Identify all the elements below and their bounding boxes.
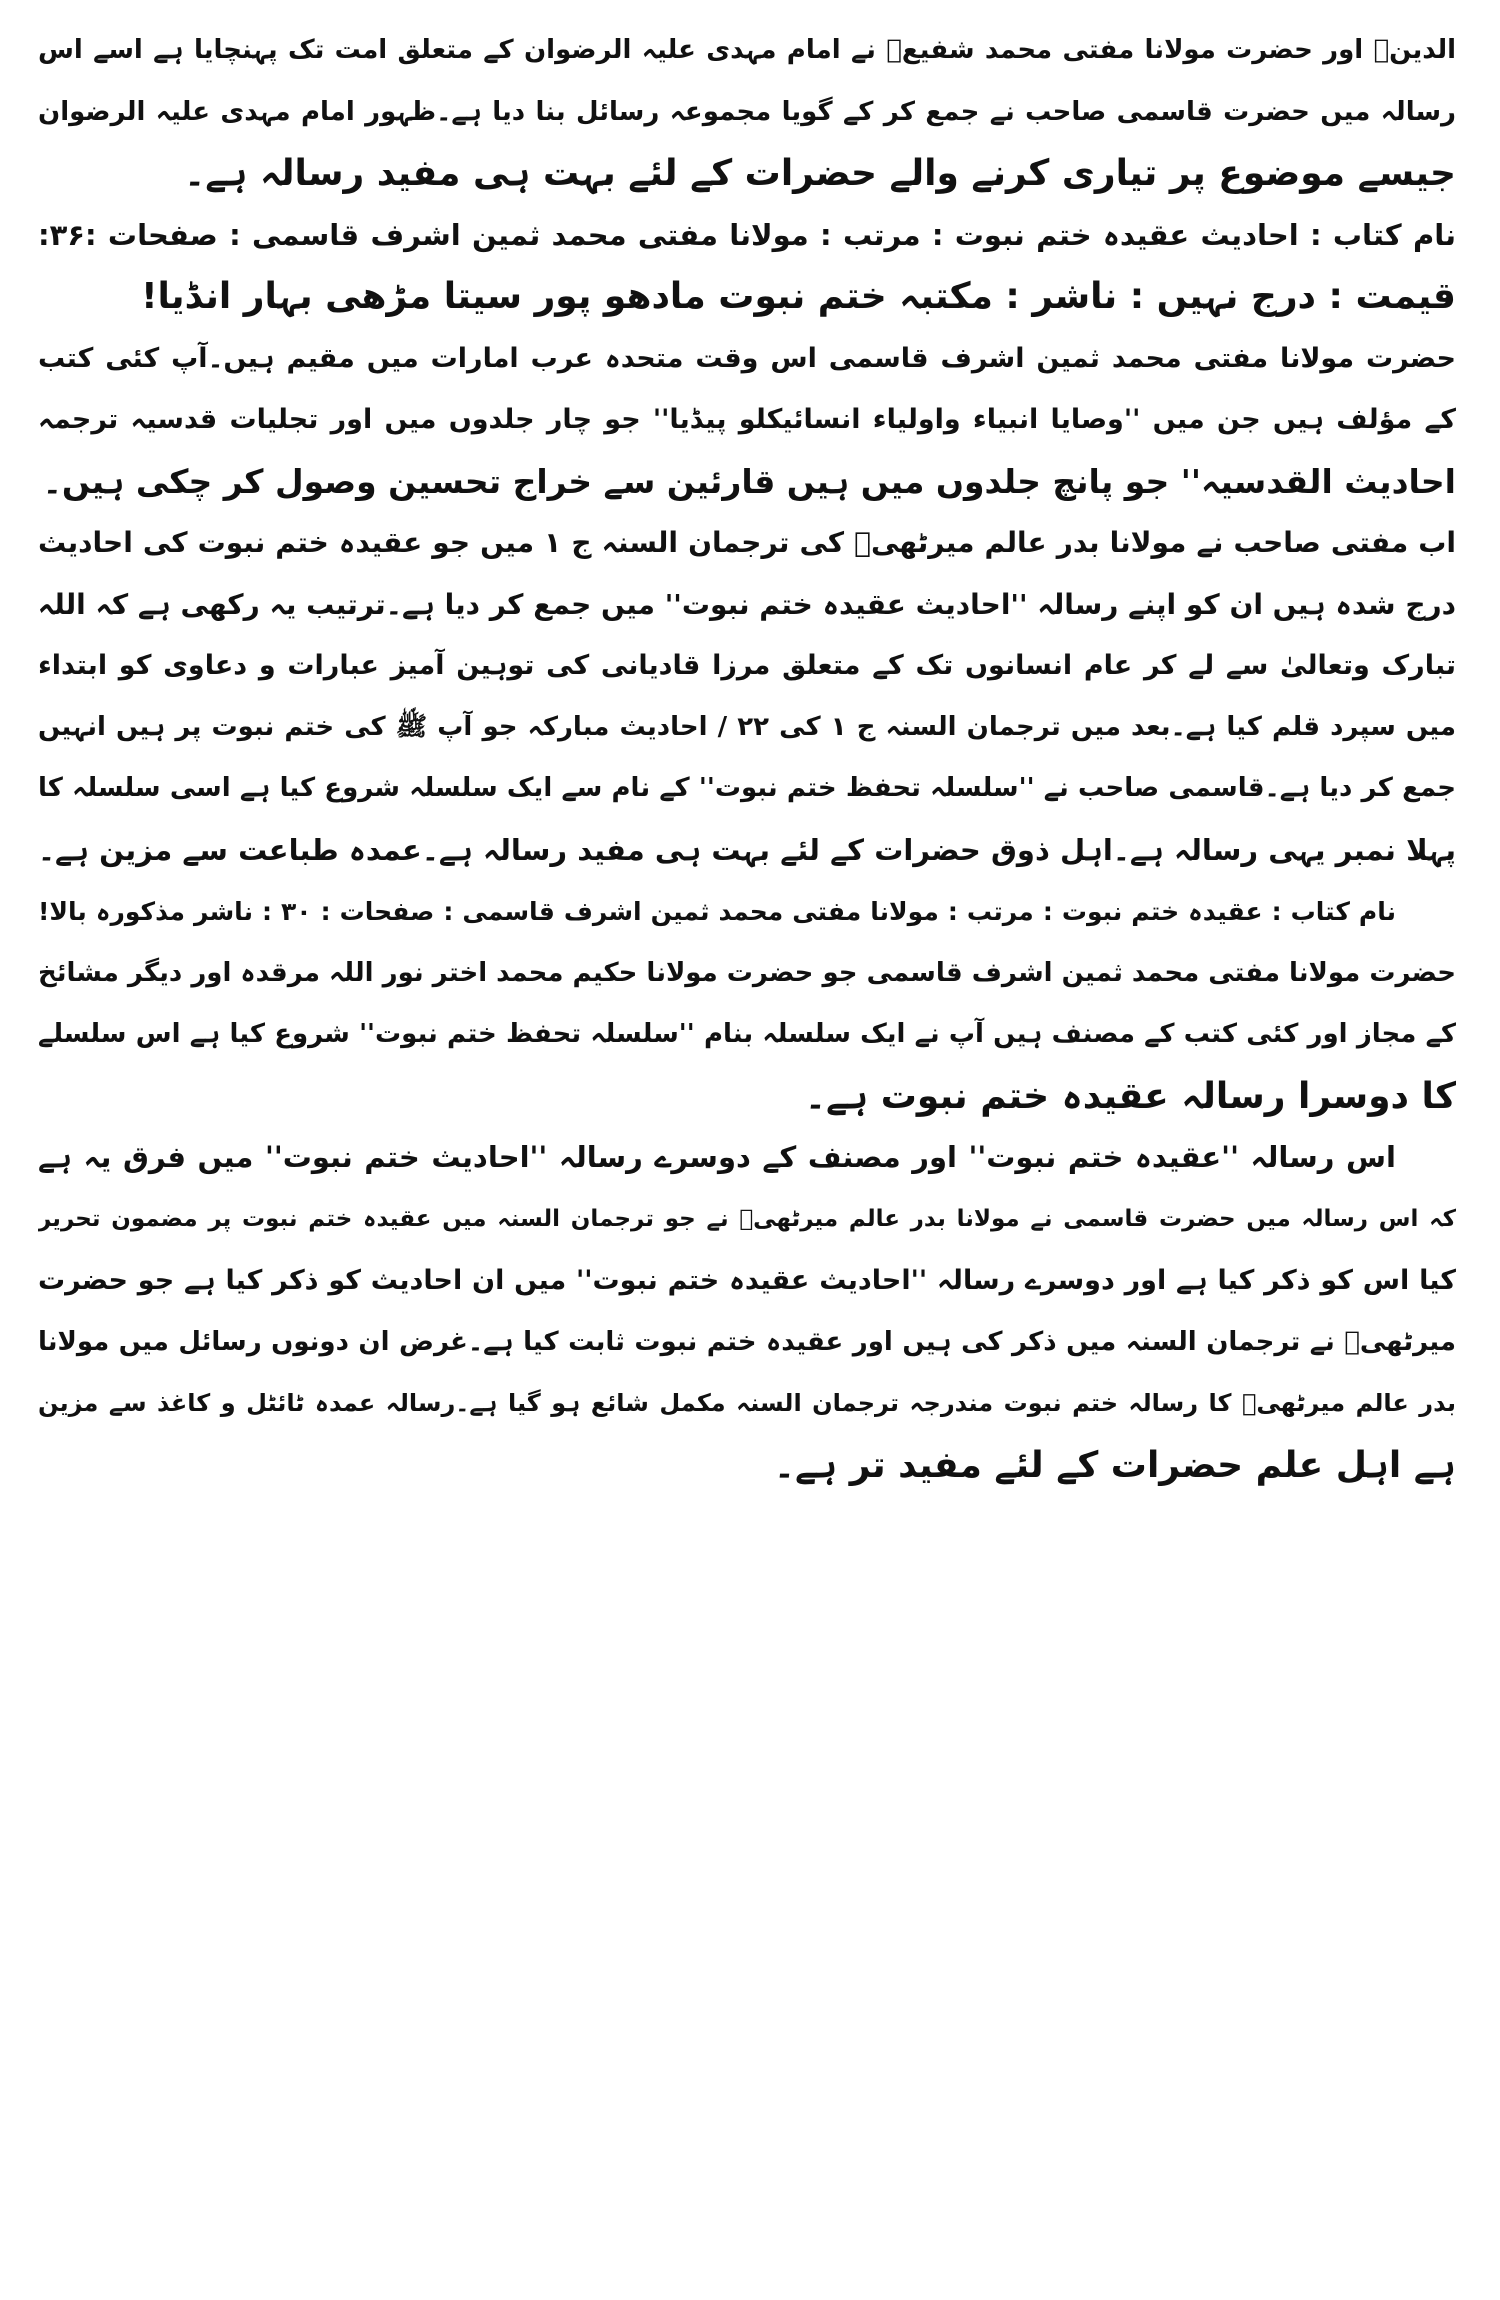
- book-info-heading-1: نام کتاب : احادیث عقیدہ ختم نبوت : مرتب : مولانا مفتی محمد ثمین اشرف قاسمی : صفحات :۳۶:: [38, 217, 1456, 252]
- text-line-18: کا دوسرا رسالہ عقیدہ ختم نبوت ہے۔: [804, 1075, 1456, 1117]
- text-line-6: حضرت مولانا مفتی محمد ثمین اشرف قاسمی اس وقت متحدہ عرب امارات میں مقیم ہیں۔آپ کئی کتب: [38, 342, 1456, 374]
- text-line-17: کے مجاز اور کئی کتب کے مصنف ہیں آپ نے ایک سلسلہ بنام ''سلسلہ تحفظ ختم نبوت'' شروع کیا ہے اس سلسلے: [38, 1019, 1456, 1049]
- text-line-12: میں سپرد قلم کیا ہے۔بعد میں ترجمان السنہ ج ۱ کی ۲۲ / احادیث مبارکہ جو آپ ﷺ کی ختم نبوت پر ہیں انہیں: [38, 711, 1456, 742]
- book-info-heading-2: نام کتاب : عقیدہ ختم نبوت : مرتب : مولانا مفتی محمد ثمین اشرف قاسمی : صفحات : ۳۰ : ناشر مذکورہ بالا!: [38, 897, 1396, 926]
- text-line-23: بدر عالم میرٹھیؒ کا رسالہ ختم نبوت مندرجہ ترجمان السنہ مکمل شائع ہو گیا ہے۔رسالہ عمدہ ٹائٹل و کاغذ سے مزین: [38, 1389, 1456, 1417]
- text-line-1: الدینؒ اور حضرت مولانا مفتی محمد شفیعؒ نے امام مہدی علیہ الرضوان کے متعلق امت تک پہنچایا ہے اسے اس: [38, 35, 1456, 65]
- text-line-22: میرٹھیؒ نے ترجمان السنہ میں ذکر کی ہیں اور عقیدہ ختم نبوت ثابت کیا ہے۔غرض ان دونوں رسائل میں مولانا: [38, 1326, 1456, 1357]
- text-line-24: ہے اہل علم حضرات کے لئے مفید تر ہے۔: [773, 1444, 1456, 1486]
- text-line-9: اب مفتی صاحب نے مولانا بدر عالم میرٹھیؒ کی ترجمان السنہ ج ۱ میں جو عقیدہ ختم نبوت کی احادیث: [38, 526, 1456, 559]
- text-line-19: اس رسالہ ''عقیدہ ختم نبوت'' اور مصنف کے دوسرے رسالہ ''احادیث ختم نبوت'' میں فرق یہ ہے: [38, 1140, 1396, 1174]
- text-line-16: حضرت مولانا مفتی محمد ثمین اشرف قاسمی جو حضرت مولانا حکیم محمد اختر نور اللہ مرقدہ اور دیگر مشائخ: [38, 957, 1456, 988]
- text-line-3: جیسے موضوع پر تیاری کرنے والے حضرات کے لئے بہت ہی مفید رسالہ ہے۔: [184, 153, 1456, 194]
- text-line-21: کیا اس کو ذکر کیا ہے اور دوسرے رسالہ ''احادیث عقیدہ ختم نبوت'' میں ان احادیث کو ذکر کیا ہے جو حضرت: [38, 1265, 1456, 1296]
- text-line-7: کے مؤلف ہیں جن میں ''وصایا انبیاء واولیاء انسائیکلو پیڈیا'' جو چار جلدوں میں اور تجلیات قدسیہ ترجمہ: [38, 404, 1456, 435]
- text-line-8: احادیث القدسیہ'' جو پانچ جلدوں میں ہیں قارئین سے خراج تحسین وصول کر چکی ہیں۔: [42, 461, 1456, 501]
- text-line-11: تبارک وتعالیٰ سے لے کر عام انسانوں تک کے متعلق مرزا قادیانی کی توہین آمیز عبارات و دعاوی کو ابتداء: [38, 650, 1456, 681]
- text-line-2: رسالہ میں حضرت قاسمی صاحب نے جمع کر کے گویا مجموعہ رسائل بنا دیا ہے۔ظہور امام مہدی علیہ الرضوان: [38, 96, 1456, 127]
- text-line-10: درج شدہ ہیں ان کو اپنے رسالہ ''احادیث عقیدہ ختم نبوت'' میں جمع کر دیا ہے۔ترتیب یہ رکھی ہے کہ اللہ: [38, 587, 1456, 621]
- text-line-13: جمع کر دیا ہے۔قاسمی صاحب نے ''سلسلہ تحفظ ختم نبوت'' کے نام سے ایک سلسلہ شروع کیا ہے اسی سلسلہ کا: [38, 773, 1456, 803]
- text-line-20: کہ اس رسالہ میں حضرت قاسمی نے مولانا بدر عالم میرٹھیؒ نے جو ترجمان السنہ میں عقیدہ ختم نبوت پر مضمون تحریر: [38, 1205, 1456, 1232]
- book-info-line-1: قیمت : درج نہیں : ناشر : مکتبہ ختم نبوت مادھو پور سیتا مڑھی بہار انڈیا!: [141, 276, 1456, 317]
- text-line-14: پہلا نمبر یہی رسالہ ہے۔اہل ذوق حضرات کے لئے بہت ہی مفید رسالہ ہے۔عمدہ طباعت سے مزین ہے۔: [38, 832, 1456, 867]
